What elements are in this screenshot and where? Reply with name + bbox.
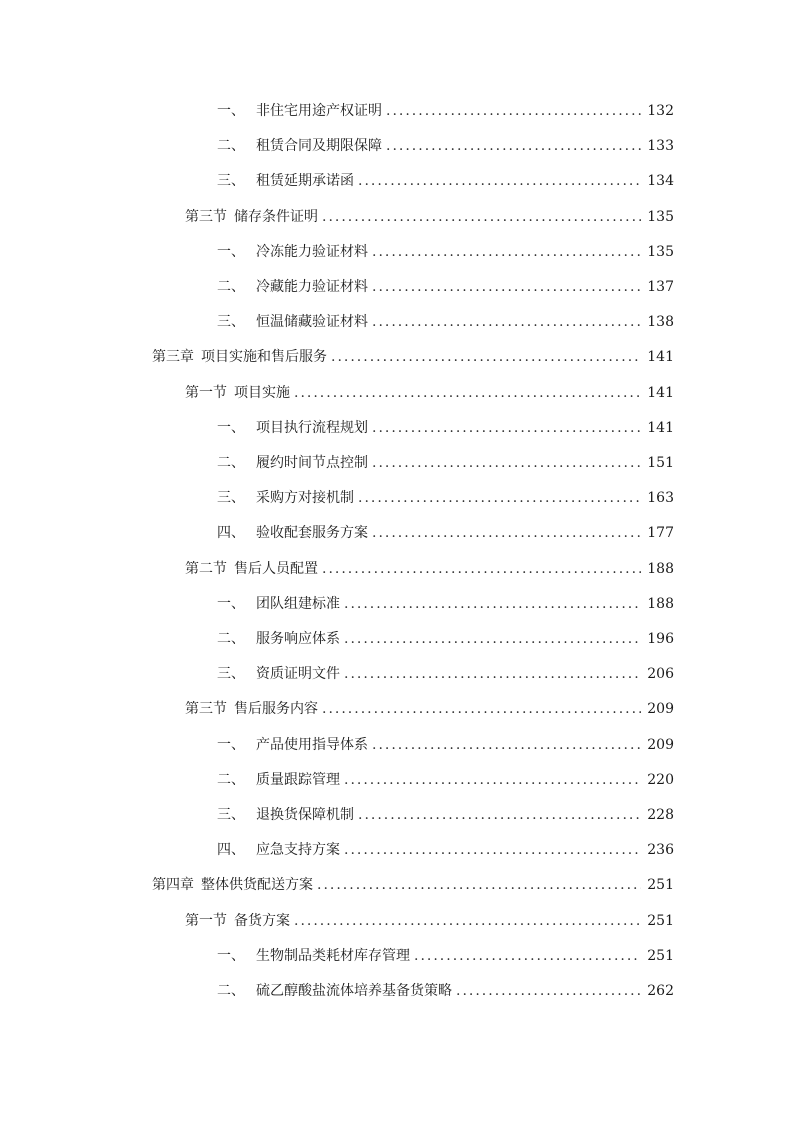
- dot-leader: [456, 974, 641, 1009]
- toc-entry-page-number: 236: [647, 842, 674, 859]
- toc-entry-number: 一、: [217, 736, 245, 753]
- dot-leader: [294, 376, 641, 411]
- toc-entry-title: 租赁合同及期限保障: [256, 138, 382, 155]
- toc-entry-number: 第二节: [185, 560, 227, 577]
- dot-leader: [372, 446, 641, 481]
- toc-entry-number: 三、: [217, 314, 245, 331]
- toc-entry-number: 第三节: [185, 701, 227, 718]
- toc-entry-number: 一、: [217, 595, 245, 612]
- dot-leader: [386, 94, 641, 129]
- toc-entry[interactable]: [185, 200, 674, 235]
- dot-leader: [372, 235, 641, 270]
- toc-entry-number: 第三章: [152, 349, 194, 366]
- toc-entry-page-number: 262: [647, 983, 674, 999]
- toc-entry[interactable]: [217, 94, 674, 129]
- toc-entry-number: 第一节: [185, 912, 227, 929]
- toc-entry-page-number: 251: [647, 877, 674, 894]
- toc-entry-title: 租赁延期承诺函: [256, 173, 354, 190]
- toc-entry-page-number: 137: [647, 279, 674, 295]
- toc-entry-title: 售后服务内容: [234, 701, 318, 718]
- toc-entry[interactable]: [217, 974, 674, 1009]
- dot-leader: [322, 692, 641, 727]
- toc-entry[interactable]: [217, 763, 674, 798]
- dot-leader: [372, 516, 641, 551]
- dot-leader: [372, 728, 641, 763]
- toc-entry-number: 一、: [217, 947, 245, 964]
- dot-leader: [358, 798, 641, 833]
- toc-entry-title: 整体供货配送方案: [201, 877, 313, 894]
- toc-entry-page-number: 251: [647, 947, 674, 964]
- toc-entry[interactable]: [217, 481, 674, 516]
- toc-entry-page-number: 196: [647, 631, 674, 647]
- toc-entry-page-number: 151: [647, 455, 674, 471]
- dot-leader: [344, 763, 641, 798]
- toc-entry-page-number: 135: [647, 243, 674, 260]
- toc-entry-number: 三、: [217, 807, 245, 823]
- dot-leader: [386, 129, 641, 164]
- toc-entry-page-number: 188: [647, 595, 674, 612]
- toc-entry[interactable]: [217, 305, 674, 340]
- toc-entry[interactable]: [217, 798, 674, 833]
- toc-entry-page-number: 177: [647, 525, 674, 542]
- toc-entry[interactable]: [185, 552, 674, 587]
- toc-entry-title: 项目实施和售后服务: [201, 349, 327, 366]
- toc-entry-number: 二、: [217, 138, 245, 155]
- dot-leader: [372, 411, 641, 446]
- dot-leader: [372, 270, 641, 305]
- toc-entry[interactable]: [152, 868, 674, 903]
- toc-entry-title: 恒温储藏验证材料: [256, 314, 368, 331]
- toc-entry-title: 验收配套服务方案: [256, 525, 368, 542]
- dot-leader: [414, 939, 641, 974]
- toc-entry-number: 三、: [217, 490, 245, 507]
- toc-entry-page-number: 251: [647, 912, 674, 929]
- toc-entry-page-number: 135: [647, 208, 674, 225]
- toc-entry-number: 四、: [217, 842, 245, 859]
- toc-entry[interactable]: [217, 833, 674, 868]
- toc-entry-number: 二、: [217, 631, 245, 647]
- toc-entry[interactable]: [185, 692, 674, 727]
- toc-entry-title: 冷藏能力验证材料: [256, 279, 368, 295]
- toc-entry-title: 质量跟踪管理: [256, 771, 340, 788]
- toc-entry-page-number: 188: [647, 560, 674, 577]
- toc-entry-title: 硫乙醇酸盐流体培养基备货策略: [256, 983, 452, 999]
- toc-entry-title: 资质证明文件: [256, 666, 340, 683]
- toc-entry-page-number: 133: [647, 138, 674, 155]
- toc-entry-number: 二、: [217, 983, 245, 999]
- toc-entry-page-number: 141: [647, 419, 674, 436]
- toc-entry-title: 非住宅用途产权证明: [256, 103, 382, 119]
- dot-leader: [317, 868, 641, 903]
- toc-entry-title: 产品使用指导体系: [256, 736, 368, 753]
- toc-entry[interactable]: [217, 657, 674, 692]
- toc-entry-title: 项目执行流程规划: [256, 419, 368, 436]
- toc-entry[interactable]: [217, 728, 674, 763]
- toc-entry[interactable]: [185, 376, 674, 411]
- toc-entry-page-number: 228: [647, 807, 674, 823]
- toc-entry[interactable]: [217, 129, 674, 164]
- toc-entry-number: 一、: [217, 103, 245, 119]
- toc-entry-page-number: 141: [647, 349, 674, 366]
- toc-entry-number: 二、: [217, 771, 245, 788]
- toc-entry-number: 第一节: [185, 384, 227, 401]
- toc-entry-number: 四、: [217, 525, 245, 542]
- toc-entry-title: 应急支持方案: [256, 842, 340, 859]
- toc-entry-number: 二、: [217, 279, 245, 295]
- dot-leader: [372, 305, 641, 340]
- toc-entry-page-number: 141: [647, 384, 674, 401]
- toc-entry-title: 履约时间节点控制: [256, 455, 368, 471]
- dot-leader: [344, 833, 641, 868]
- toc-entry-page-number: 132: [647, 103, 674, 119]
- toc-entry-number: 第三节: [185, 208, 227, 225]
- toc-entry[interactable]: [217, 164, 674, 199]
- toc-entry-title: 售后人员配置: [234, 560, 318, 577]
- toc-entry-page-number: 220: [647, 771, 674, 788]
- toc-entry-title: 备货方案: [234, 912, 290, 929]
- toc-entry-number: 一、: [217, 243, 245, 260]
- toc-entry-page-number: 138: [647, 314, 674, 331]
- toc-entry[interactable]: [217, 516, 674, 551]
- toc-entry-page-number: 163: [647, 490, 674, 507]
- dot-leader: [344, 622, 641, 657]
- toc-entry-title: 储存条件证明: [234, 208, 318, 225]
- toc-entry-page-number: 206: [647, 666, 674, 683]
- toc-entry[interactable]: [185, 904, 674, 939]
- toc-entry-title: 团队组建标准: [256, 595, 340, 612]
- dot-leader: [294, 904, 641, 939]
- dot-leader: [331, 340, 641, 375]
- dot-leader: [322, 200, 641, 235]
- dot-leader: [358, 481, 641, 516]
- toc-entry-title: 项目实施: [234, 384, 290, 401]
- toc-entry-title: 服务响应体系: [256, 631, 340, 647]
- toc-entry[interactable]: [217, 235, 674, 270]
- toc-entry-number: 一、: [217, 419, 245, 436]
- dot-leader: [322, 552, 641, 587]
- toc-entry-number: 三、: [217, 666, 245, 683]
- toc-entry[interactable]: [217, 270, 674, 305]
- toc-entry[interactable]: [217, 446, 674, 481]
- toc-entry-number: 第四章: [152, 877, 194, 894]
- dot-leader: [344, 657, 641, 692]
- toc-entry-title: 生物制品类耗材库存管理: [256, 947, 410, 964]
- toc-entry[interactable]: [152, 340, 674, 375]
- toc-entry[interactable]: [217, 587, 674, 622]
- toc-entry-page-number: 134: [647, 173, 674, 190]
- toc-entry-number: 二、: [217, 455, 245, 471]
- toc-entry-title: 采购方对接机制: [256, 490, 354, 507]
- toc-entry[interactable]: [217, 939, 674, 974]
- dot-leader: [344, 587, 641, 622]
- toc-entry-page-number: 209: [647, 701, 674, 718]
- toc-entry-page-number: 209: [647, 736, 674, 753]
- toc-entry[interactable]: [217, 622, 674, 657]
- toc-entry-title: 冷冻能力验证材料: [256, 243, 368, 260]
- dot-leader: [358, 164, 641, 199]
- toc-entry[interactable]: [217, 411, 674, 446]
- toc-entry-number: 三、: [217, 173, 245, 190]
- toc-entry-title: 退换货保障机制: [256, 807, 354, 823]
